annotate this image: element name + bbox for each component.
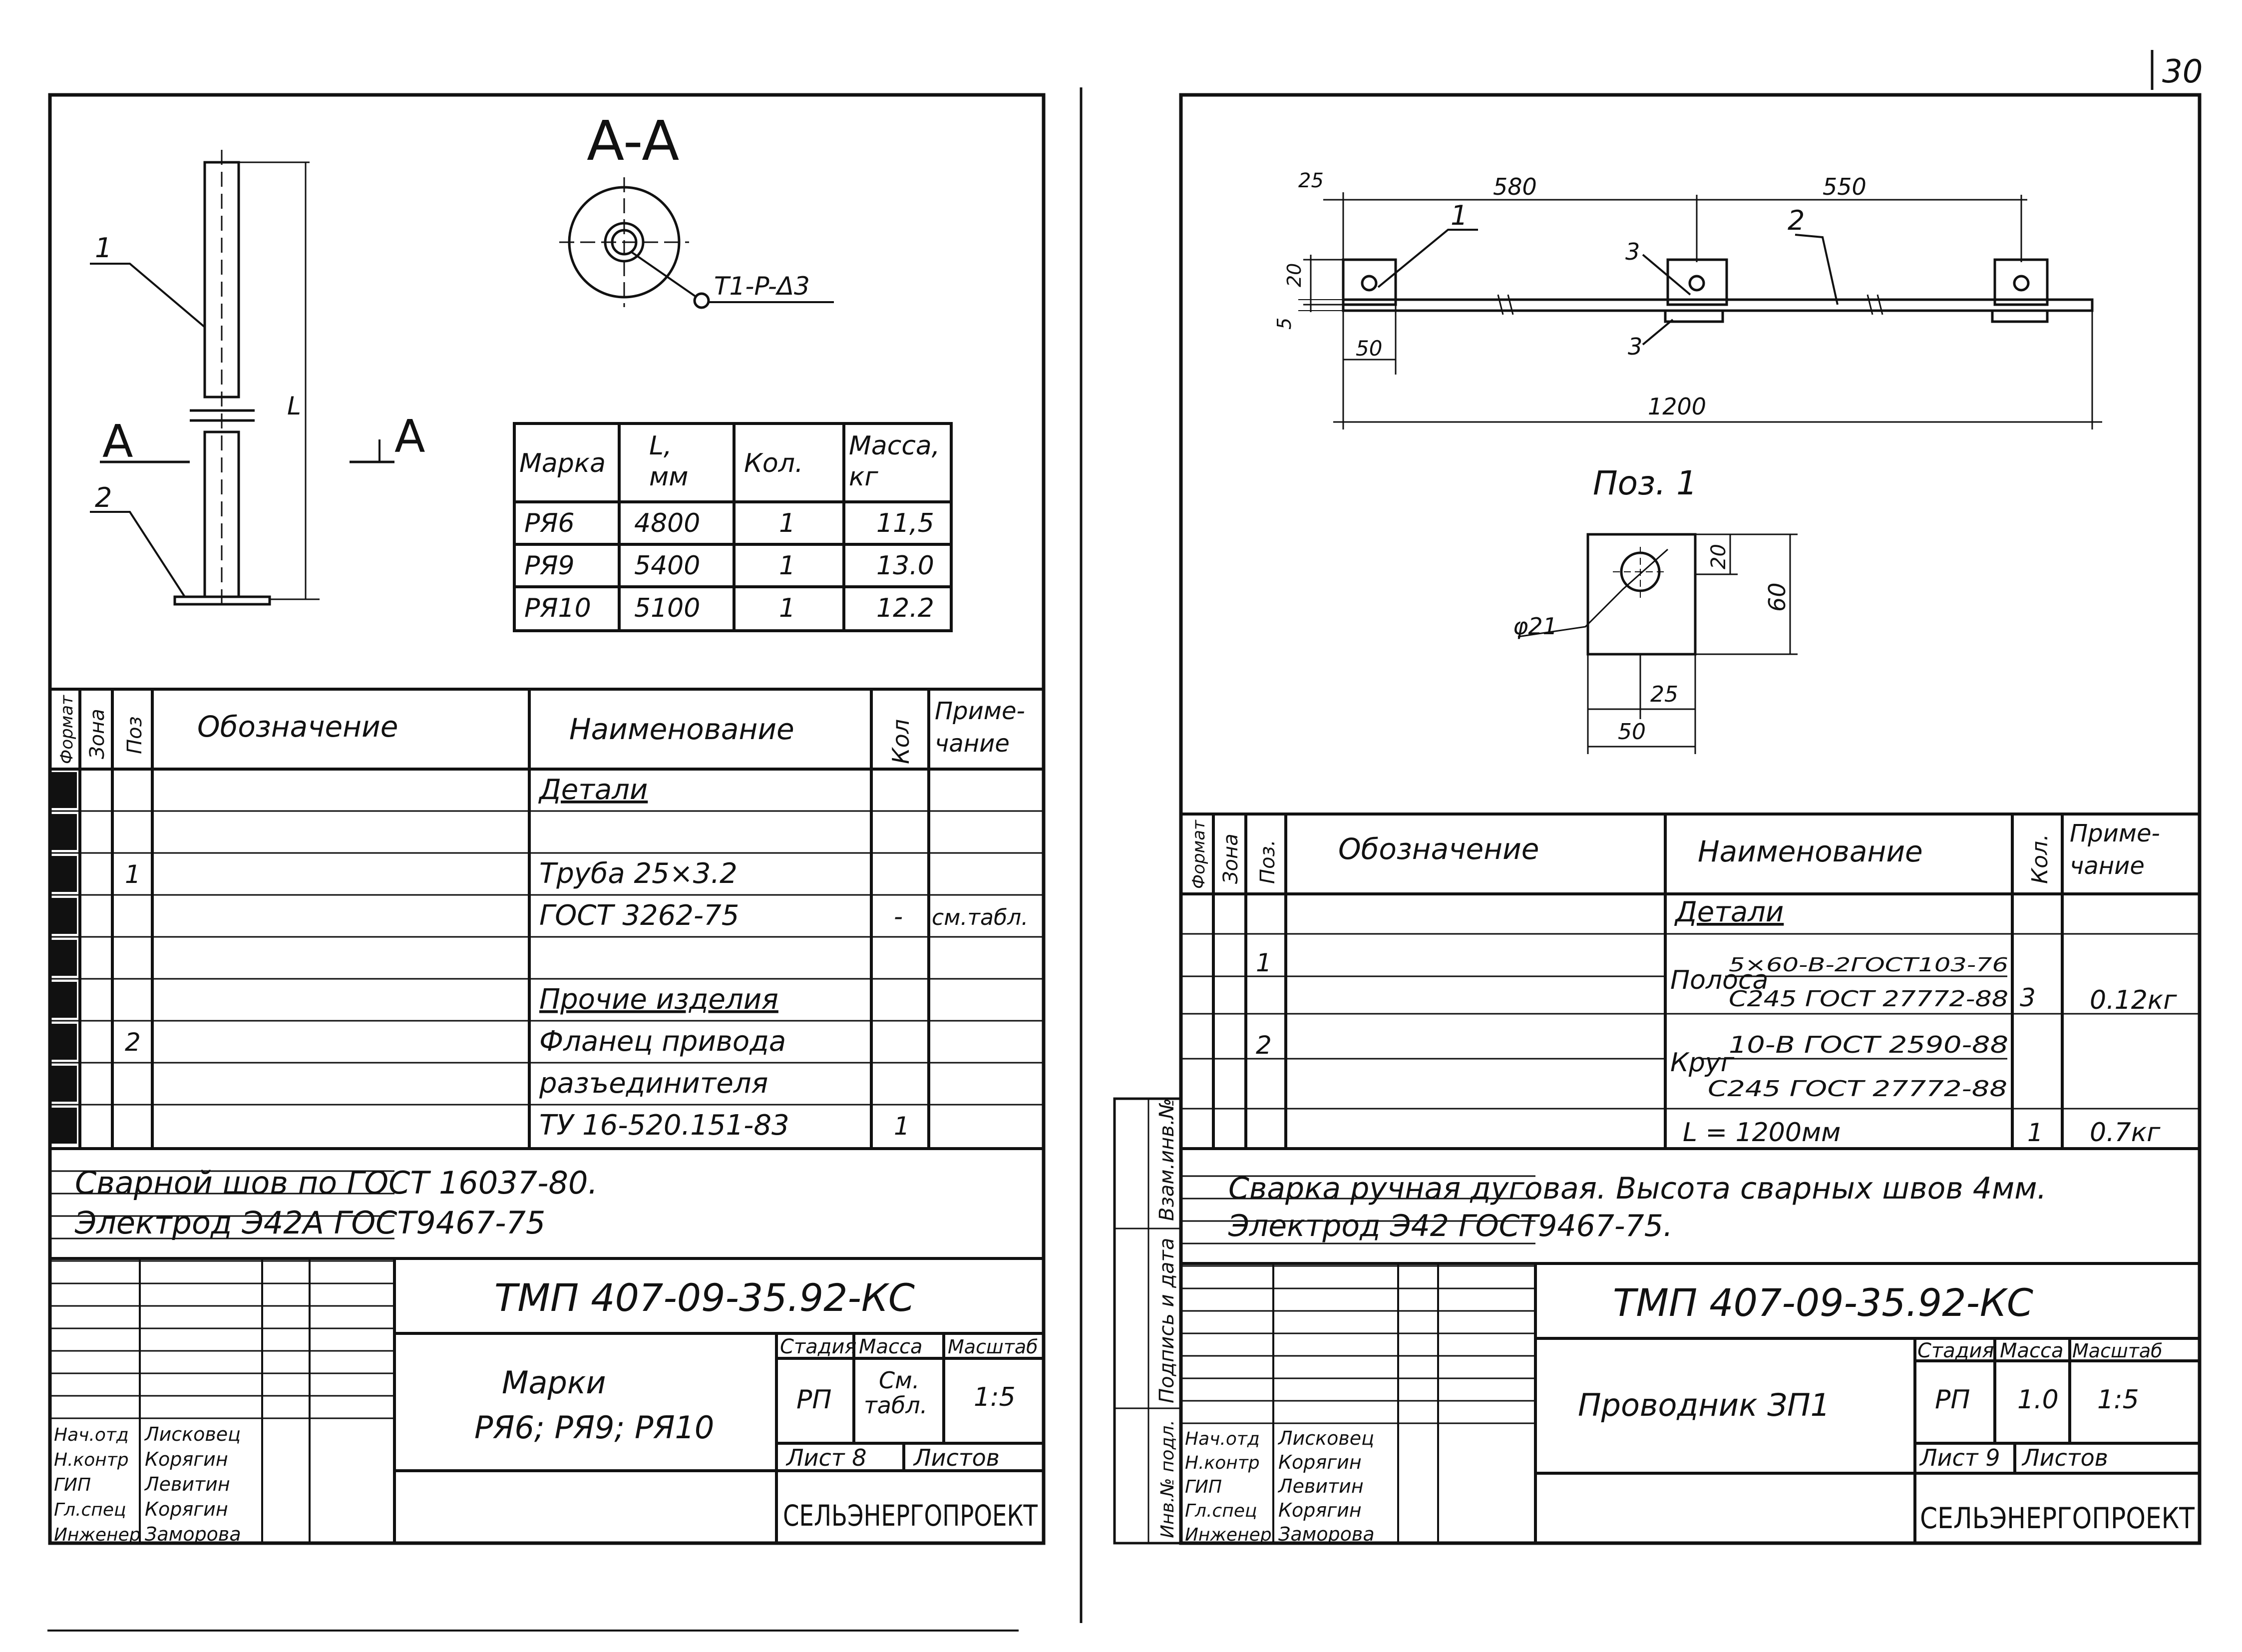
- page-number: 30: [2162, 53, 2203, 90]
- section-title: A-A: [587, 109, 680, 173]
- right-item1-qty: 3: [2020, 983, 2036, 1012]
- left-mass-value-1: См.: [879, 1367, 920, 1394]
- pipe-drawing: [90, 150, 394, 604]
- left-spec-header-note2: чание: [935, 730, 1010, 758]
- signer-name: Лисковец: [1278, 1427, 1375, 1449]
- left-sheets-total: Листов: [914, 1444, 1000, 1471]
- left-spec-name: Фланец привода: [539, 1025, 786, 1058]
- section-mark-right: A: [394, 411, 425, 463]
- right-item1-bottom: С245 ГОСТ 27772-88: [1729, 986, 2008, 1012]
- left-scale-value: 1:5: [974, 1382, 1016, 1412]
- left-spec-qty: -: [894, 902, 903, 931]
- left-spec-header-qty: Кол: [887, 719, 914, 764]
- mass-table-row-3-mark: РЯ10: [524, 593, 591, 623]
- format-cell-mark: [50, 772, 77, 808]
- left-note-line-2: Электрод Э42А ГОСТ9467-75: [75, 1205, 546, 1241]
- signer-role: Гл.спец: [1185, 1501, 1257, 1521]
- left-spec-name: ТУ 16-520.151-83: [539, 1109, 789, 1142]
- left-spec-header-zone: Зона: [86, 709, 109, 759]
- left-spec-name: Труба 25×3.2: [539, 857, 738, 890]
- right-item1-note: 0.12кг: [2090, 985, 2177, 1015]
- right-item1-label: Полоса: [1670, 965, 1769, 995]
- right-spec-header-designation: Обозначение: [1338, 832, 1539, 866]
- left-spec-header-format: Формат: [57, 695, 77, 764]
- format-cell-mark: [50, 1108, 77, 1144]
- mass-table-row-1-qty: 1: [779, 508, 796, 538]
- signer-name: Заморова: [1278, 1523, 1375, 1545]
- detail-plate-drawing: [1518, 534, 1798, 754]
- right-item2-label: Круг: [1670, 1048, 1735, 1078]
- format-cell-mark: [50, 898, 77, 934]
- side-stamp-2: Подпись и дата: [1155, 1238, 1178, 1403]
- left-spec-name: Прочие изделия: [539, 983, 778, 1016]
- format-cell-mark: [50, 1024, 77, 1060]
- right-spec-header-qty: Кол.: [2027, 833, 2053, 884]
- callout-2: 2: [95, 482, 112, 513]
- format-cell-mark: [50, 814, 77, 850]
- signer-role: Гл.спец: [54, 1500, 126, 1520]
- left-mass-value-2: табл.: [864, 1392, 928, 1419]
- format-cell-mark: [50, 856, 77, 892]
- right-title: Проводник ЗП1: [1578, 1387, 1831, 1423]
- right-spec-header-note2: чание: [2070, 852, 2145, 880]
- left-spec-qty: 1: [894, 1112, 910, 1141]
- callout-r1: 1: [1451, 200, 1468, 231]
- callout-r2: 2: [1788, 205, 1805, 236]
- right-item1-top: 5×60-В-2ГОСТ103-76: [1729, 954, 2008, 976]
- right-note-line-1: Сварка ручная дуговая. Высота сварных швов 4мм.: [1228, 1171, 2047, 1206]
- left-spec-pos: 1: [125, 860, 141, 889]
- right-mass-value: 1.0: [2017, 1385, 2059, 1415]
- dim-5: 5: [1273, 317, 1295, 330]
- format-cell-mark: [50, 940, 77, 976]
- signer-name: Лисковец: [145, 1423, 241, 1445]
- right-spec-header-name: Наименование: [1698, 834, 1923, 868]
- signer-name: Корягин: [145, 1498, 228, 1520]
- left-stage-header: Стадия: [780, 1335, 857, 1358]
- dim-50: 50: [1356, 336, 1383, 361]
- weld-symbol: T1-P-Δ3: [714, 272, 810, 301]
- right-item2-length: L = 1200мм: [1683, 1118, 1841, 1148]
- left-spec-header-note1: Приме-: [935, 697, 1025, 725]
- signer-name: Левитин: [145, 1473, 230, 1495]
- callout-1: 1: [95, 232, 112, 264]
- left-spec-pos: 2: [125, 1028, 141, 1057]
- dim-550: 550: [1823, 173, 1867, 200]
- right-spec-header-format: Формат: [1189, 820, 1209, 889]
- mass-table-header-mass: Масса, кг: [849, 431, 940, 492]
- dim-20: 20: [1283, 263, 1305, 287]
- signer-role: Нач.отд: [1185, 1429, 1260, 1449]
- detail-title: Поз. 1: [1593, 464, 1698, 502]
- dim-label-L: L: [287, 392, 301, 420]
- signer-role: Инженер: [1185, 1525, 1272, 1545]
- mass-table-row-2-qty: 1: [779, 551, 796, 581]
- signer-role: ГИП: [1185, 1477, 1222, 1497]
- left-mass-header: Масса: [859, 1335, 923, 1358]
- right-org-name: СЕЛЬЭНЕРГОПРОЕКТ: [1920, 1501, 2195, 1535]
- left-title-line-2: РЯ6; РЯ9; РЯ10: [474, 1409, 715, 1446]
- right-spec-header-zone: Зона: [1219, 833, 1242, 884]
- left-spec-name: Детали: [539, 774, 648, 806]
- callout-r3b: 3: [1628, 333, 1643, 360]
- right-item2-bottom: С245 ГОСТ 27772-88: [1708, 1076, 2007, 1102]
- mass-table-row-2-mass: 13.0: [876, 551, 934, 581]
- right-scale-header: Масштаб: [2072, 1340, 2163, 1362]
- dim-1200: 1200: [1648, 393, 1707, 420]
- signer-name: Левитин: [1278, 1475, 1364, 1497]
- right-spec-header-note1: Приме-: [2070, 820, 2160, 847]
- mass-table-row-1-length: 4800: [634, 508, 701, 538]
- left-spec-note: см.табл.: [932, 905, 1029, 930]
- right-item2-pos: 2: [1256, 1031, 1272, 1060]
- right-note-line-2: Электрод Э42 ГОСТ9467-75.: [1228, 1209, 1673, 1243]
- mass-table-header-length: L, мм: [649, 431, 689, 492]
- mass-table-row-2-length: 5400: [634, 551, 701, 581]
- signer-role: Инженер: [54, 1525, 141, 1545]
- callout-r3a: 3: [1625, 238, 1640, 265]
- right-stage-value: РП: [1935, 1385, 1970, 1415]
- right-scale-value: 1:5: [2097, 1385, 2139, 1415]
- signer-name: Заморова: [145, 1523, 241, 1545]
- left-sheet-number: Лист 8: [786, 1444, 867, 1471]
- detail-dim-60: 60: [1764, 582, 1791, 612]
- right-spec-details: Детали: [1675, 896, 1784, 928]
- detail-dim-phi21: φ21: [1513, 613, 1557, 640]
- dim-580: 580: [1493, 173, 1537, 200]
- signer-name: Корягин: [1278, 1499, 1362, 1521]
- dim-25: 25: [1298, 169, 1324, 192]
- right-mass-header: Масса: [2000, 1339, 2064, 1362]
- left-stage-value: РП: [796, 1385, 832, 1415]
- signer-name: Корягин: [145, 1448, 228, 1470]
- section-mark-left: A: [102, 415, 133, 468]
- left-spec-name: разъединителя: [539, 1067, 768, 1100]
- mass-table-header-mark: Марка: [519, 448, 606, 478]
- right-item2-top: 10-В ГОСТ 2590-88: [1729, 1031, 2008, 1058]
- left-spec-header-name: Наименование: [569, 712, 794, 746]
- signer-role: Н.контр: [1185, 1453, 1260, 1473]
- left-sheet-frame: [50, 95, 1044, 1543]
- side-stamp-1: Взам.инв.№: [1155, 1098, 1178, 1221]
- mass-table-row-1-mark: РЯ6: [524, 508, 575, 538]
- side-stamp-3: Инв.№ подл.: [1157, 1420, 1178, 1538]
- mass-table-row-3-qty: 1: [779, 593, 796, 623]
- left-title-line-1: Марки: [502, 1364, 606, 1401]
- left-spec-header-designation: Обозначение: [197, 710, 398, 744]
- left-spec-name: ГОСТ 3262-75: [539, 899, 740, 932]
- signer-role: Н.контр: [54, 1450, 129, 1470]
- left-org-name: СЕЛЬЭНЕРГОПРОЕКТ: [783, 1499, 1038, 1533]
- right-item2-qty: 1: [2027, 1118, 2043, 1147]
- right-doc-code: ТМП 407-09-35.92-КС: [1613, 1280, 2033, 1325]
- mass-table-header-qty: Кол.: [744, 448, 803, 478]
- right-item1-pos: 1: [1256, 948, 1272, 977]
- detail-dim-25: 25: [1650, 682, 1678, 707]
- signer-role: Нач.отд: [54, 1425, 129, 1445]
- right-spec-header-pos: Поз.: [1256, 839, 1279, 884]
- mass-table-row-3-length: 5100: [634, 593, 701, 623]
- left-note-line-1: Сварной шов по ГОСТ 16037-80.: [75, 1165, 598, 1201]
- signer-role: ГИП: [54, 1475, 91, 1495]
- left-spec-header-pos: Поз: [123, 716, 146, 754]
- right-stage-header: Стадия: [1917, 1339, 1994, 1362]
- format-cell-mark: [50, 1066, 77, 1102]
- mass-table-row-1-mass: 11,5: [876, 508, 934, 538]
- mass-table-row-2-mark: РЯ9: [524, 551, 575, 581]
- left-scale-header: Масштаб: [948, 1336, 1038, 1358]
- signer-name: Корягин: [1278, 1451, 1362, 1473]
- left-doc-code: ТМП 407-09-35.92-КС: [494, 1275, 915, 1320]
- mass-table-row-3-mass: 12.2: [876, 593, 934, 623]
- detail-dim-50: 50: [1618, 719, 1646, 745]
- format-cell-mark: [50, 982, 77, 1018]
- right-sheets-total: Листов: [2022, 1444, 2108, 1471]
- detail-dim-20: 20: [1707, 544, 1730, 569]
- right-item2-note: 0.7кг: [2090, 1118, 2161, 1148]
- right-sheet-number: Лист 9: [1920, 1444, 2000, 1471]
